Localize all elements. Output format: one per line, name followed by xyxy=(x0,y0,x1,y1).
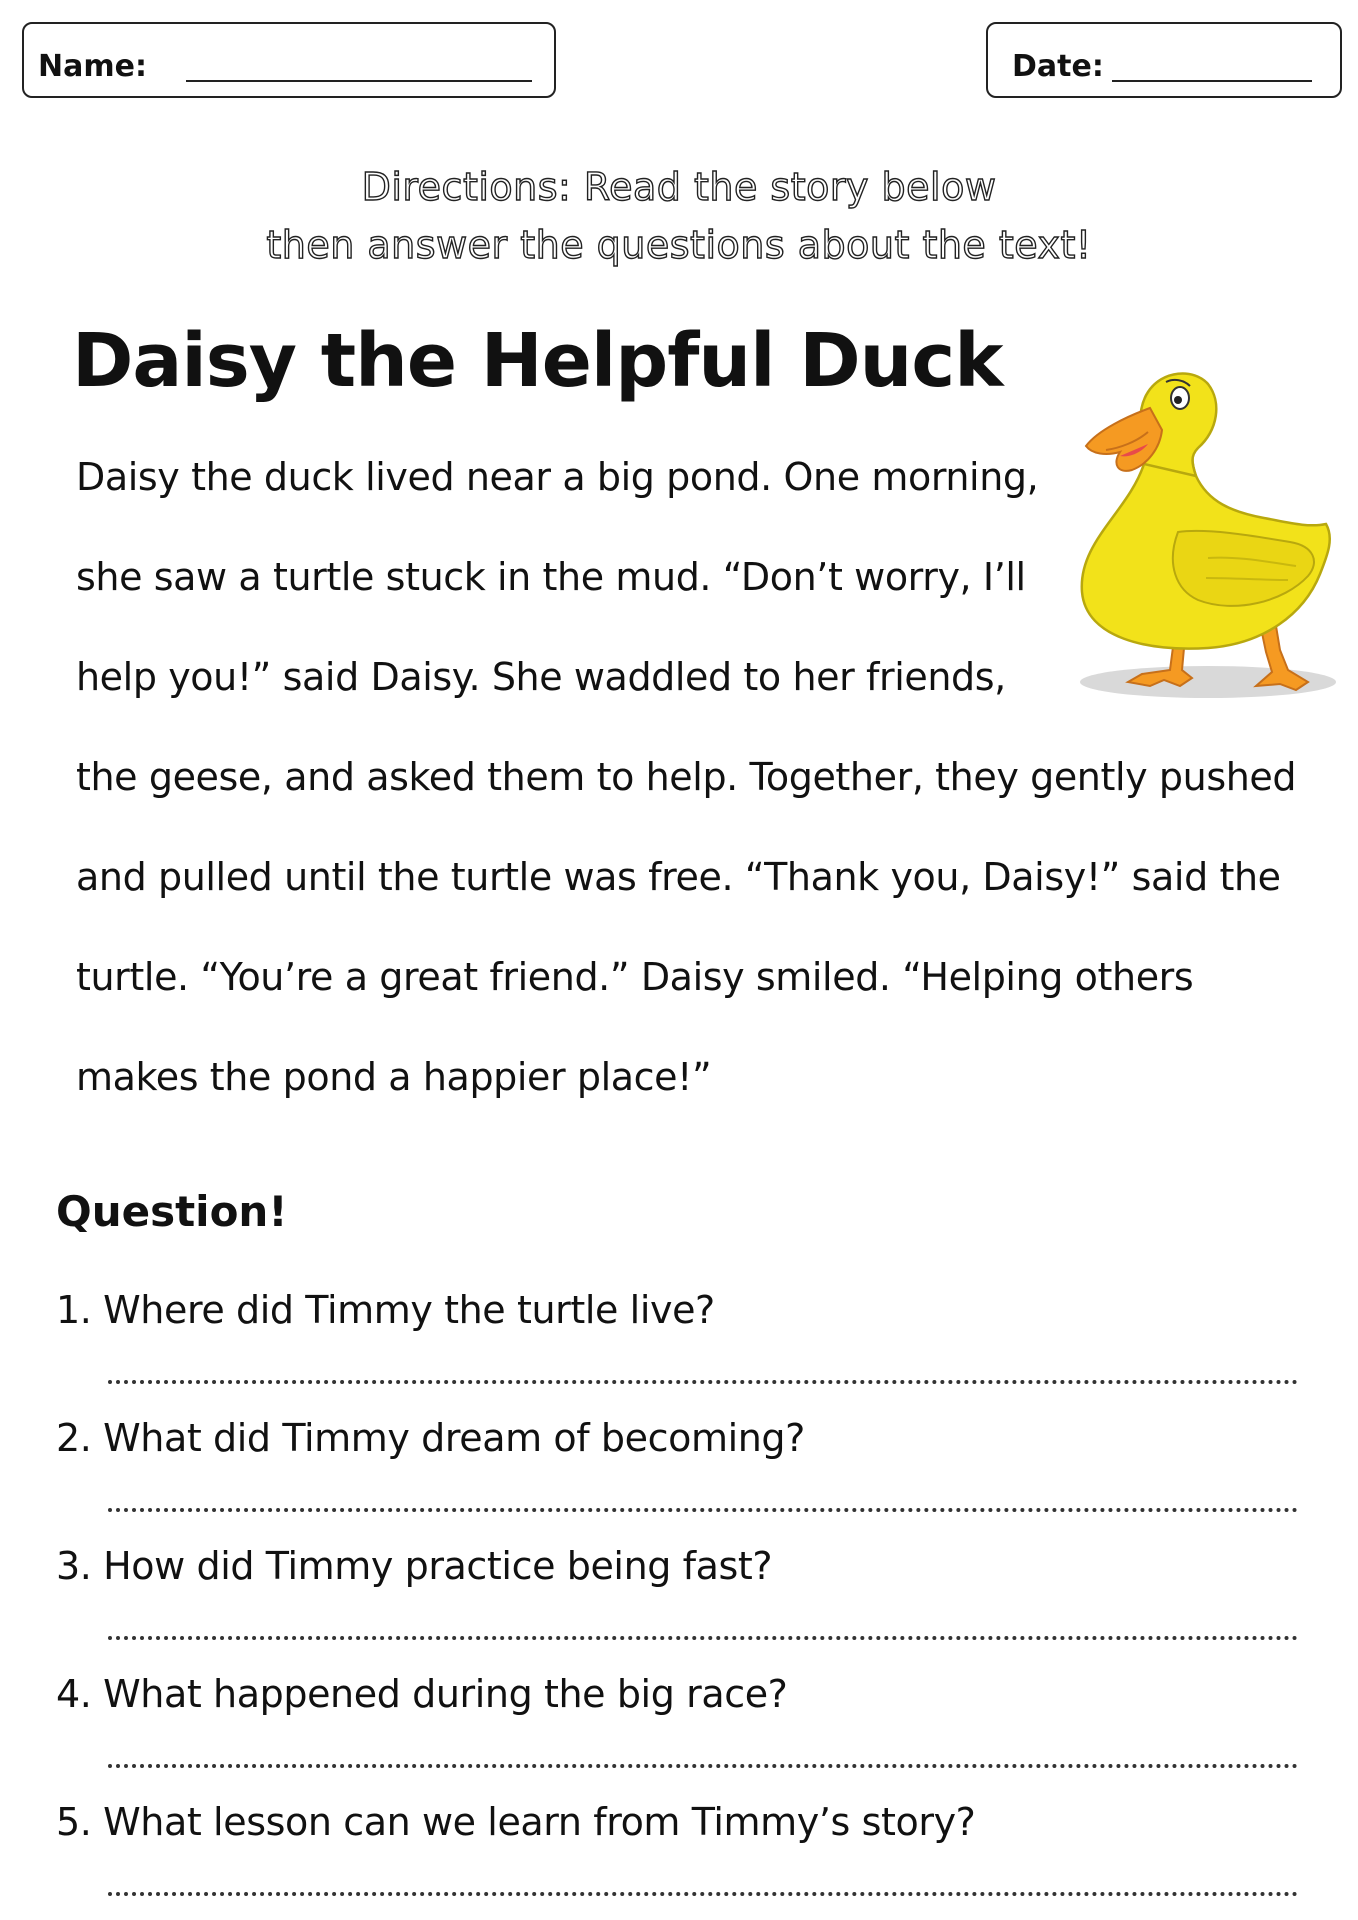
story-line: turtle. “You’re a great friend.” Daisy smiled. “Helping others xyxy=(76,955,1194,999)
story-line: Daisy the duck lived near a big pond. One morning, xyxy=(76,455,1039,499)
story-line: the geese, and asked them to help. Together, they gently pushed xyxy=(76,755,1297,799)
name-answer-line[interactable] xyxy=(186,80,532,82)
story-line: help you!” said Daisy. She waddled to her friends, xyxy=(76,655,1006,699)
name-field-box xyxy=(22,22,556,98)
question-3: 3. How did Timmy practice being fast? xyxy=(56,1544,773,1588)
answer-line-3[interactable] xyxy=(108,1636,1298,1640)
answer-line-4[interactable] xyxy=(108,1764,1298,1768)
name-label: Name: xyxy=(38,49,147,84)
directions xyxy=(0,158,1358,274)
date-field-box xyxy=(986,22,1342,98)
question-4: 4. What happened during the big race? xyxy=(56,1672,788,1716)
story-line: and pulled until the turtle was free. “Thank you, Daisy!” said the xyxy=(76,855,1281,899)
questions-heading: Question! xyxy=(56,1187,288,1236)
directions-line-2: then answer the questions about the text! xyxy=(266,223,1092,267)
answer-line-1[interactable] xyxy=(108,1380,1298,1384)
answer-line-2[interactable] xyxy=(108,1508,1298,1512)
question-1: 1. Where did Timmy the turtle live? xyxy=(56,1288,715,1332)
story-title: Daisy the Helpful Duck xyxy=(72,318,1003,404)
date-answer-line[interactable] xyxy=(1112,80,1312,82)
story-line: she saw a turtle stuck in the mud. “Don’t worry, I’ll xyxy=(76,555,1026,599)
duck-illustration-icon xyxy=(1058,352,1338,712)
question-2: 2. What did Timmy dream of becoming? xyxy=(56,1416,805,1460)
directions-line-1: Directions: Read the story below xyxy=(361,165,997,209)
answer-line-5[interactable] xyxy=(108,1892,1298,1896)
date-label: Date: xyxy=(1012,49,1104,84)
story-line: makes the pond a happier place!” xyxy=(76,1055,712,1099)
question-5: 5. What lesson can we learn from Timmy’s story? xyxy=(56,1800,976,1844)
